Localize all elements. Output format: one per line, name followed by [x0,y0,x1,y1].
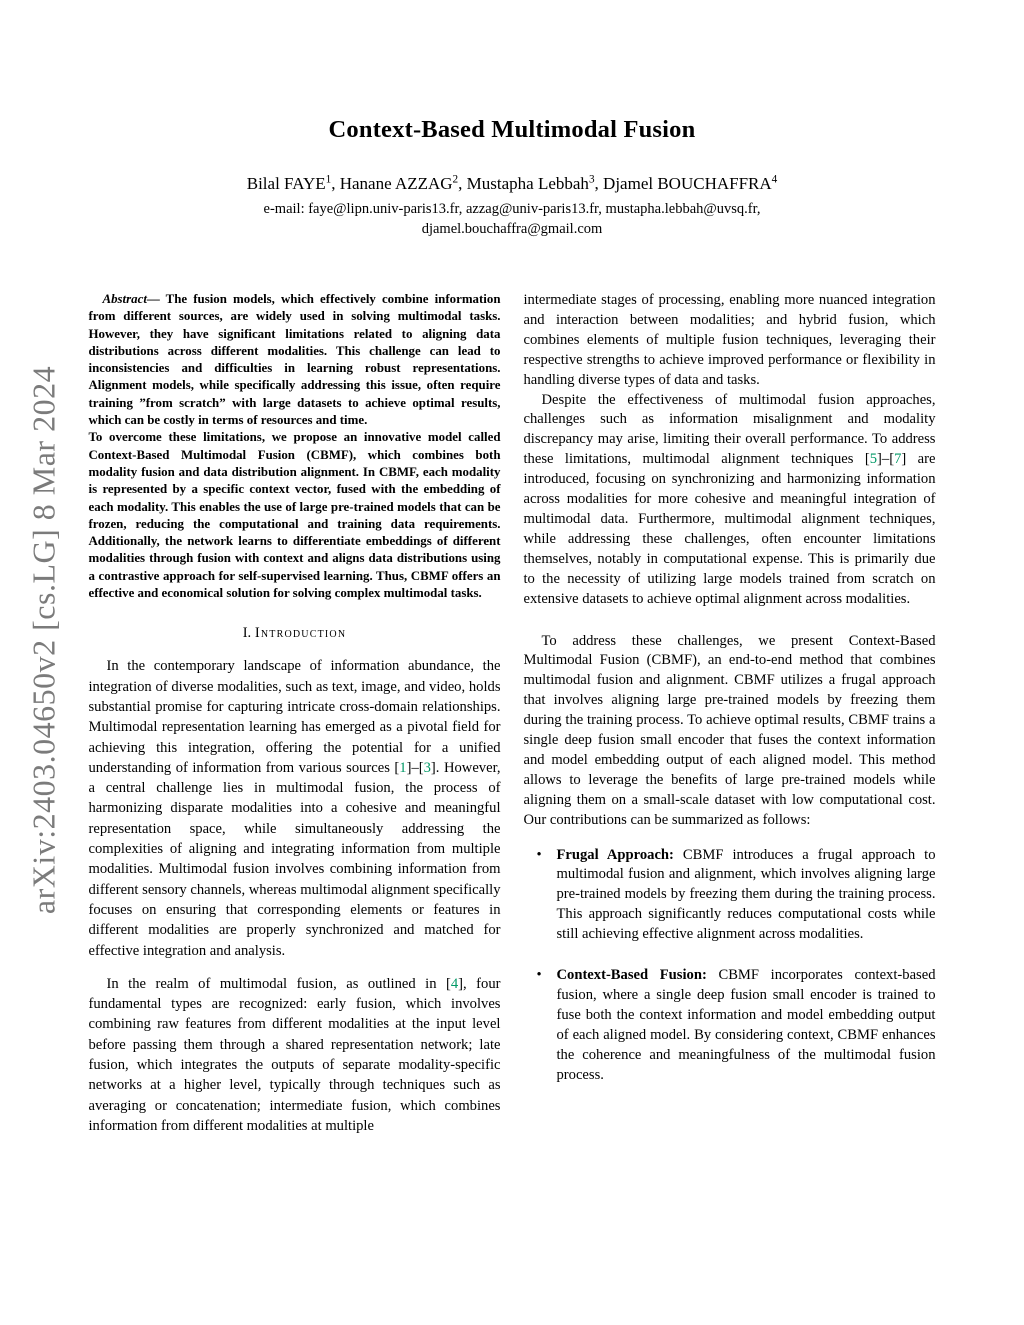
intro-paragraph-3 [524,391,936,610]
text-segment: 4 [771,173,778,186]
paper-title: Context-Based Multimodal Fusion [328,116,696,143]
right-column [524,291,936,1136]
text-segment: Abstract [102,292,147,306]
text-segment: 3 [588,173,595,186]
paper-header [0,0,1024,238]
citation-link[interactable]: 4 [450,975,459,992]
text-segment: I. [242,625,255,642]
text-segment: , Hanane AZZAG [331,174,453,193]
abstract-section [89,291,501,602]
abstract-paragraph-2: To overcome these limitations, we propose an innovative model called Context-Based Multimodal Fusion (CBMF), which combines both modality fusion and data distribution alignment. In CBMF, each modality is represented by a specific context vector, fused with the embedding of each modality. This enables the use of large pre-trained models that can be frozen, reducing the computational and training data requirements. Additionally, the network learns to differentiate embeddings of different modalities through fusion with context and aligns data distributions using a contrastive approach for self-supervised learning. Thus, CBMF offers an effective and economical solution for solving complex multimodal tasks. [88,430,501,601]
text-segment: ]–[ [406,759,424,776]
citation-link[interactable]: 7 [894,451,902,468]
text-segment: 1 [325,173,332,186]
arxiv-watermark: arXiv:2403.04650v2 [cs.LG] 8 Mar 2024 [25,365,62,915]
text-segment: In the contemporary landscape of information abundance, the integration of diverse modalities, such as text, image, and video, holds substantial promise for capturing intricate cross-domain relationships. Multimodal representation learning has emerged as a pivotal field for achieving this integration, offering the potential for a unified understanding of information from various sources [ [88,658,501,776]
text-segment: — The fusion models, which effectively combine information from different sources, are widely used in solving multimodal tasks. However, they have significant limitations related to aligning data distributions across different modalities. This challenge can lead to inconsistencies and difficulties in learning robust representations. Alignment models, while specifically addressing this issue, often require training ”from scratch” with large datasets to achieve optimal results, which can be costly in terms of resources and time. [88,292,501,428]
text-segment: Frugal Approach: [556,846,674,863]
intro-paragraph-4: To address these challenges, we present Context-Based Multimodal Fusion (CBMF), an end-to-end method that combines multimodal fusion and alignment. CBMF utilizes a frugal approach that involves aligning large pre-trained models by freezing them during the training process. To achieve optimal results, CBMF trains a single deep fusion small encoder that fuses the context information and model embedding output of each aligned model. This method allows to leverage the benefits of large pre-trained models while aligning them on a small-scale dataset with low computational cost. Our contributions can be summarized as follows: [523,632,936,828]
citation-link[interactable]: 5 [869,451,878,468]
section-heading-introduction [89,625,501,642]
email-line-1: e-mail: faye@lipn.univ-paris13.fr, azzag@univ-paris13.fr, mustapha.lebbah@uvsq.fr, [263,201,761,217]
contribution-item-context-based-fusion [524,966,936,1085]
citation-link[interactable]: 1 [399,759,407,776]
contribution-item-frugal-approach [524,846,936,946]
two-column-body [89,291,936,1136]
text-segment: Bilal FAYE [246,174,326,193]
abstract-paragraph-1 [89,291,501,429]
text-segment: Introduction [254,625,347,642]
left-column [89,291,501,1136]
text-segment: Context-Based Fusion: [556,967,707,984]
contributions-list [524,846,936,1086]
text-segment: ], four fundamental types are recognized: early fusion, which involves combining raw features from different modalities at the input level before passing them through a shared representation network; late fusion, which integrates the outputs of separate modality-specific networks at a higher level, typically through techniques such as averaging or concatenation; intermediate fusion, which combines information from different modalities at multiple [88,975,501,1134]
text-segment: , Mustapha Lebbah [458,174,589,193]
text-segment: ]–[ [877,451,895,468]
text-segment: ] are introduced, focusing on synchronizing and harmonizing information across modalities for more cohesive and meaningful integration of multimodal data. Furthermore, multimodal alignment techniques, while addressing these challenges, often encounter limitations themselves, notably in computational expense. This is primarily due to the necessity of utilizing large models trained from scratch on extensive datasets to achieve optimal alignment across modalities. [523,451,936,607]
text-segment: Despite the effectiveness of multimodal fusion approaches, challenges such as information misalignment and modality discrepancy may arise, limiting their overall performance. To address these limitations, multimodal alignment techniques [ [523,391,936,468]
text-segment: ]. However, a central challenge lies in multimodal fusion, the process of harmonizing disparate modalities into a cohesive and meaningful representation space, while simultaneously addressing the complexities of aligning and integrating information from multiple modalities. Multimodal fusion involves combining information from different sensory channels, whereas multimodal alignment specifically focuses on ensuring that corresponding elements or features in different modalities are properly synchronized and matched for effective integration and analysis. [88,759,501,959]
text-segment: 2 [452,173,459,186]
text-segment: CBMF introduces a frugal approach to multimodal fusion and alignment, which involves aligning large pre-trained models by freezing them during the training process. This approach significantly reduces computational costs while still achieving effective alignment across modalities. [556,846,936,943]
email-line-2: djamel.bouchaffra@gmail.com [421,221,603,237]
citation-link[interactable]: 3 [423,759,431,776]
text-segment: CBMF incorporates context-based fusion, where a single deep fusion small encoder is trained to fuse both the context information and model embedding output of each aligned model. By considering context, CBMF enhances the coherence and meaningfulness of the multimodal fusion process. [556,967,936,1083]
intro-paragraph-2 [89,974,501,1136]
intro-paragraph-2-continued: intermediate stages of processing, enabling more nuanced integration and interaction between modalities; and hybrid fusion, which combines elements of multiple fusion techniques, leveraging their respective strengths to achieve improved performance or flexibility in handling diverse types of data and tasks. [523,292,936,388]
text-segment: , Djamel BOUCHAFFRA [594,174,772,193]
author-line [0,174,1024,194]
intro-paragraph-1 [89,656,501,960]
text-segment: In the realm of multimodal fusion, as outlined in [ [106,975,451,992]
